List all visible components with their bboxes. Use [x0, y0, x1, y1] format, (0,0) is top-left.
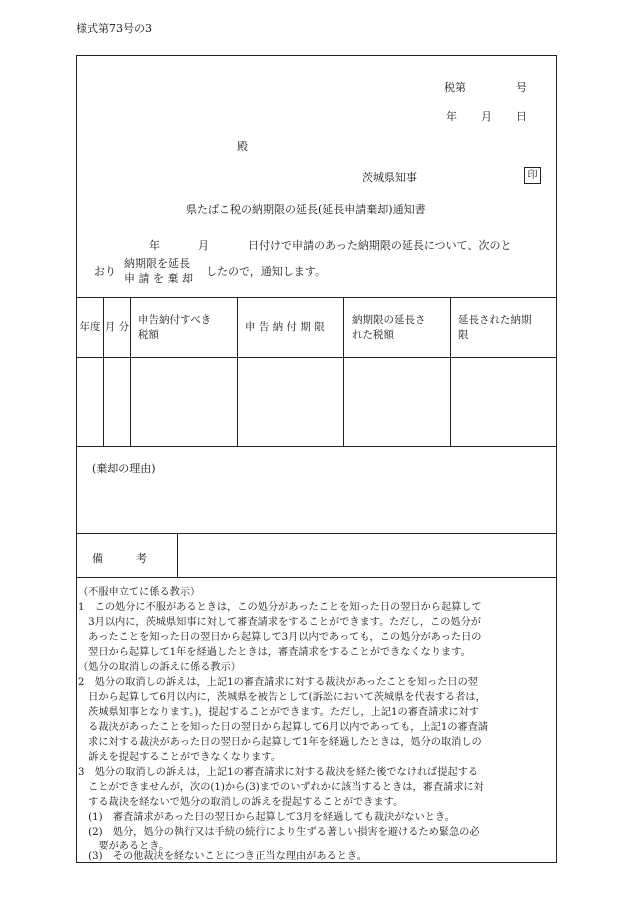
remarks-divider: [177, 533, 178, 577]
intro-year: 年: [149, 239, 160, 252]
table-col-divider: [130, 297, 131, 446]
table-header-extended-deadline: 延長された納期 限: [458, 314, 532, 341]
note-line: （処分の取消しの訴えに係る教示）: [78, 662, 241, 673]
table-header-tax-due: 申告納付すべき 税額: [138, 314, 212, 341]
form-number: 様式第73号の3: [76, 22, 152, 35]
date-day: 日: [516, 110, 527, 123]
doc-number-prefix: 税第: [444, 81, 466, 94]
note-line: 翌日から起算して1年を経過したときは，審査請求をすることができなくなります。: [78, 647, 471, 658]
addressee-honorific: 殿: [237, 140, 248, 153]
reason-bottom-rule: [76, 533, 557, 534]
table-col-divider: [343, 297, 344, 446]
document-title: 県たばこ税の納期限の延長(延長申請棄却)通知書: [186, 203, 426, 216]
intro-option-extend: 納期限を延長: [124, 257, 190, 270]
note-line: あったことを知った日の翌日から起算して3月以内であっても，この処分があった日の: [78, 632, 482, 643]
note-line: 要があるとき。: [78, 841, 170, 852]
table-top-rule: [76, 297, 557, 298]
intro-option-reject: 申 請 を 棄 却: [124, 272, 193, 285]
table-bottom-rule: [76, 446, 557, 447]
intro-month: 月: [198, 239, 209, 252]
note-line: (2) 処分，処分の執行又は手続の続行により生ずる著しい損害を避けるため緊急の必: [78, 827, 480, 838]
intro-text-line2: したので，通知します。: [206, 265, 326, 278]
table-header-filing-deadline: 申 告 納 付 期 限: [245, 321, 325, 333]
note-line: 3月以内に，茨城県知事に対して審査請求をすることができます。ただし，この処分が: [78, 617, 481, 628]
intro-text-line1: 日付けで申請のあった納期限の延長について、次のと: [248, 239, 512, 252]
intro-text-ori: おり: [94, 265, 116, 278]
table-col-divider: [450, 297, 451, 446]
note-line: （不服申立てに係る教示）: [78, 587, 201, 598]
note-line: (1) 審査請求があった日の翌日から起算して3月を経過しても裁決がないとき。: [78, 812, 455, 823]
note-line: 3 処分の取消しの訴えは，上記1の審査請求に対する裁決を経た後でなければ提起する: [78, 767, 479, 778]
remarks-bottom-rule: [76, 577, 557, 578]
table-header-extended-tax: 納期限の延長さ れた税額: [352, 314, 426, 341]
date-month: 月: [481, 110, 492, 123]
seal-mark: 印: [524, 167, 541, 184]
date-year: 年: [446, 110, 457, 123]
doc-number-suffix: 号: [516, 81, 527, 94]
note-line: 日から起算して6月以内に，茨城県を被告として(訴訟において茨城県を代表する者は，: [78, 692, 486, 703]
issuer-name: 茨城県知事: [362, 171, 417, 184]
table-col-divider: [237, 297, 238, 446]
note-line: (3) その他裁決を経ないことにつき正当な理由があるとき。: [78, 851, 367, 862]
note-line: 茨城県知事となります。)，提起することができます。ただし，上記1の審査請求に対す: [78, 707, 480, 718]
note-line: する裁決を経ないで処分の取消しの訴えを提起することができます。: [78, 797, 404, 808]
rejection-reason-label: (棄却の理由): [92, 462, 156, 475]
note-line: 2 処分の取消しの訴えは，上記1の審査請求に対する裁決があったことを知った日の翌: [78, 677, 478, 688]
note-line: 1 この処分に不服があるときは，この処分があったことを知った日の翌日から起算して: [78, 602, 482, 613]
note-line: 求に対する裁決があった日の翌日から起算して1年を経過したときは，処分の取消しの: [78, 737, 482, 748]
table-header-month: 月 分: [104, 321, 130, 333]
table-header-rule: [76, 357, 557, 358]
remarks-label: 備 考: [92, 552, 147, 565]
note-line: る裁決があったことを知った日の翌日から起算して6月以内であっても，上記1の審査請: [78, 722, 489, 733]
table-header-fiscal-year: 年度: [79, 321, 101, 333]
note-line: ことができませんが，次の(1)から(3)までのいずれかに該当するときは，審査請求に対: [78, 782, 484, 793]
note-line: 訴えを提起することができなくなります。: [78, 752, 281, 763]
